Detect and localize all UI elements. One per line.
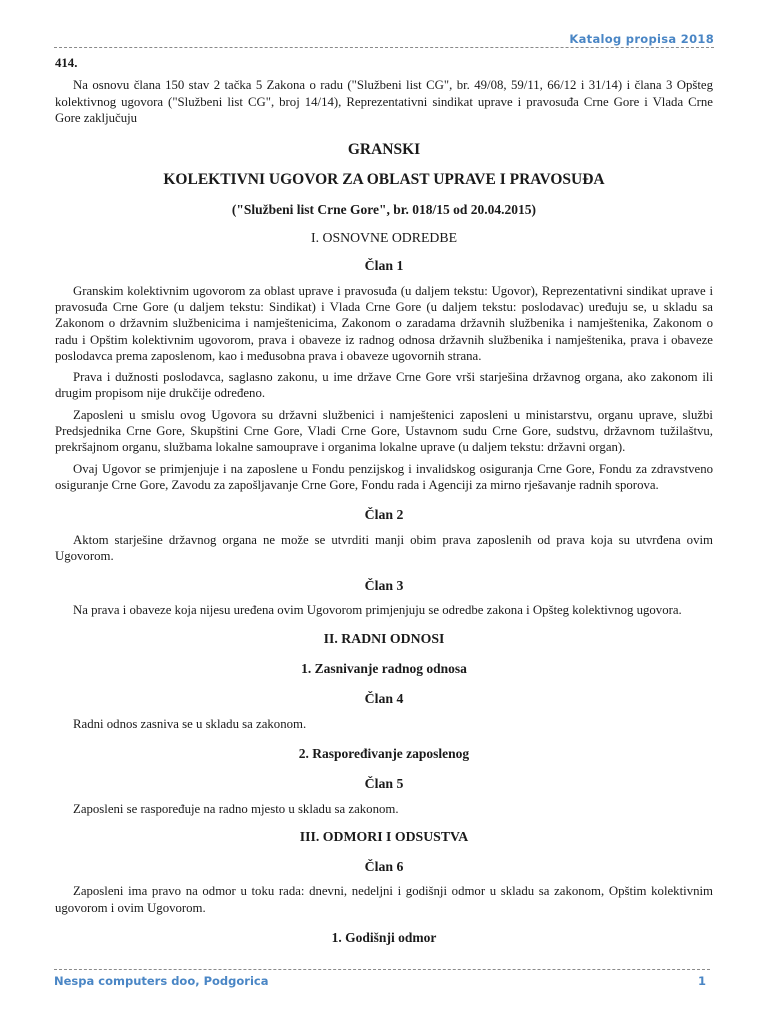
document-body bbox=[55, 55, 713, 946]
article-1-paragraph-3: Zaposleni u smislu ovog Ugovora su državni službenici i namještenici zaposleni u ministarstvu, organu uprave, službi Predsjednika Crne Gore, Skupštini Crne Gore, Vladi Crne Gore, Ustavnom sudu Crne Gore, sudstvu, državnom tužilaštvu, prekršajnom organu, službama lokalne samouprave i organima lokalne uprave (u daljem tekstu: državni organ). bbox=[55, 407, 713, 455]
article-3-paragraph-1: Na prava i obaveze koja nijesu uređena ovim Ugovorom primjenjuju se odredbe zakona i Opšteg kolektivnog ugovora. bbox=[73, 603, 682, 618]
footer-divider bbox=[54, 969, 710, 970]
document-number: 414. bbox=[55, 56, 78, 70]
article-1-paragraph-2: Prava i dužnosti poslodavca, saglasno zakonu, u ime države Crne Gore vrši starješina državnog organa, ako zakonom ili drugim propisom nije drukčije određeno. bbox=[55, 370, 713, 401]
footer-company: Nespa computers doo, Podgorica bbox=[54, 974, 269, 988]
article-1-heading: Član 1 bbox=[364, 258, 404, 274]
article-1-paragraph-4: Ovaj Ugovor se primjenjuje i na zaposlene u Fondu penzijskog i invalidskog osiguranja Crne Gore, Fondu za zdravstveno osiguranje Crne Gore, Zavodu za zapošljavanje Crne Gore, Fondu rada i Agenciji za mirno rješavanje radnih sporova. bbox=[55, 461, 713, 492]
preamble-paragraph: Na osnovu člana 150 stav 2 tačka 5 Zakona o radu ("Službeni list CG", br. 49/08, 59/11, 66/12 i 31/14) i člana 3 Opšteg kolektivnog ugovora ("Službeni list CG", broj 14/14), Reprezentativni sindikat uprave i pravosuđa Crne Gore i Vlada Crne Gore zaključuju bbox=[55, 78, 713, 125]
article-4-paragraph-1: Radni odnos zasniva se u skladu sa zakonom. bbox=[73, 716, 307, 731]
article-6-paragraph-1: Zaposleni ima pravo na odmor u toku rada: dnevni, nedeljni i godišnji odmor u skladu sa zakonom, Opštim kolektivnim ugovorom i ovim Ugovorom. bbox=[55, 884, 713, 915]
part-heading-3: III. ODMORI I ODSUSTVA bbox=[299, 828, 469, 844]
header-divider bbox=[54, 47, 714, 48]
article-4-heading: Član 4 bbox=[364, 691, 404, 707]
page-number: 1 bbox=[697, 974, 706, 988]
catalog-header-label: Katalog propisa 2018 bbox=[569, 32, 714, 46]
article-5-paragraph-1: Zaposleni se raspoređuje na radno mjesto u skladu sa zakonom. bbox=[73, 801, 399, 816]
part-heading-2: II. RADNI ODNOSI bbox=[323, 630, 445, 646]
subsection-heading-2: 2. Raspoređivanje zaposlenog bbox=[298, 745, 470, 761]
article-3-heading: Član 3 bbox=[364, 578, 404, 594]
gazette-reference: ("Službeni list Crne Gore", br. 018/15 od 20.04.2015) bbox=[231, 201, 537, 217]
document-title-line2: KOLEKTIVNI UGOVOR ZA OBLAST UPRAVE I PRAVOSUĐA bbox=[163, 171, 605, 189]
document-title-line1: GRANSKI bbox=[347, 141, 421, 159]
subsection-heading-3: 1. Godišnji odmor bbox=[331, 929, 437, 945]
part-heading-1: I. OSNOVNE ODREDBE bbox=[310, 230, 457, 246]
article-2-heading: Član 2 bbox=[364, 507, 404, 523]
article-1-paragraph-1: Granskim kolektivnim ugovorom za oblast uprave i pravosuđa (u daljem tekstu: Ugovor), Reprezentativni sindikat uprave i pravosuđa Crne Gore (u daljem tekstu: Sindikat) i Vlada Crne Gore (u daljem tekstu: poslodavac) uređuju se, u skladu sa Zakonom o državnim službenicima i namještenicima, Zakonom o zaradama državnih službenika i namještenika, Zakonom o radu i Opštim kolektivnim ugovorom, prava i obaveze iz radnog odnosa državnih službenika i namještenika, prava i obaveze poslodavca prema zaposlenom, kao i međusobna prava i obaveze ugovornih strana. bbox=[55, 283, 713, 363]
article-6-heading: Član 6 bbox=[364, 859, 404, 875]
article-2-paragraph-1: Aktom starješine državnog organa ne može se utvrditi manji obim prava zaposlenih od prava koja su utvrđena ovim Ugovorom. bbox=[55, 532, 713, 563]
subsection-heading-1: 1. Zasnivanje radnog odnosa bbox=[301, 661, 467, 677]
article-5-heading: Član 5 bbox=[364, 776, 404, 792]
